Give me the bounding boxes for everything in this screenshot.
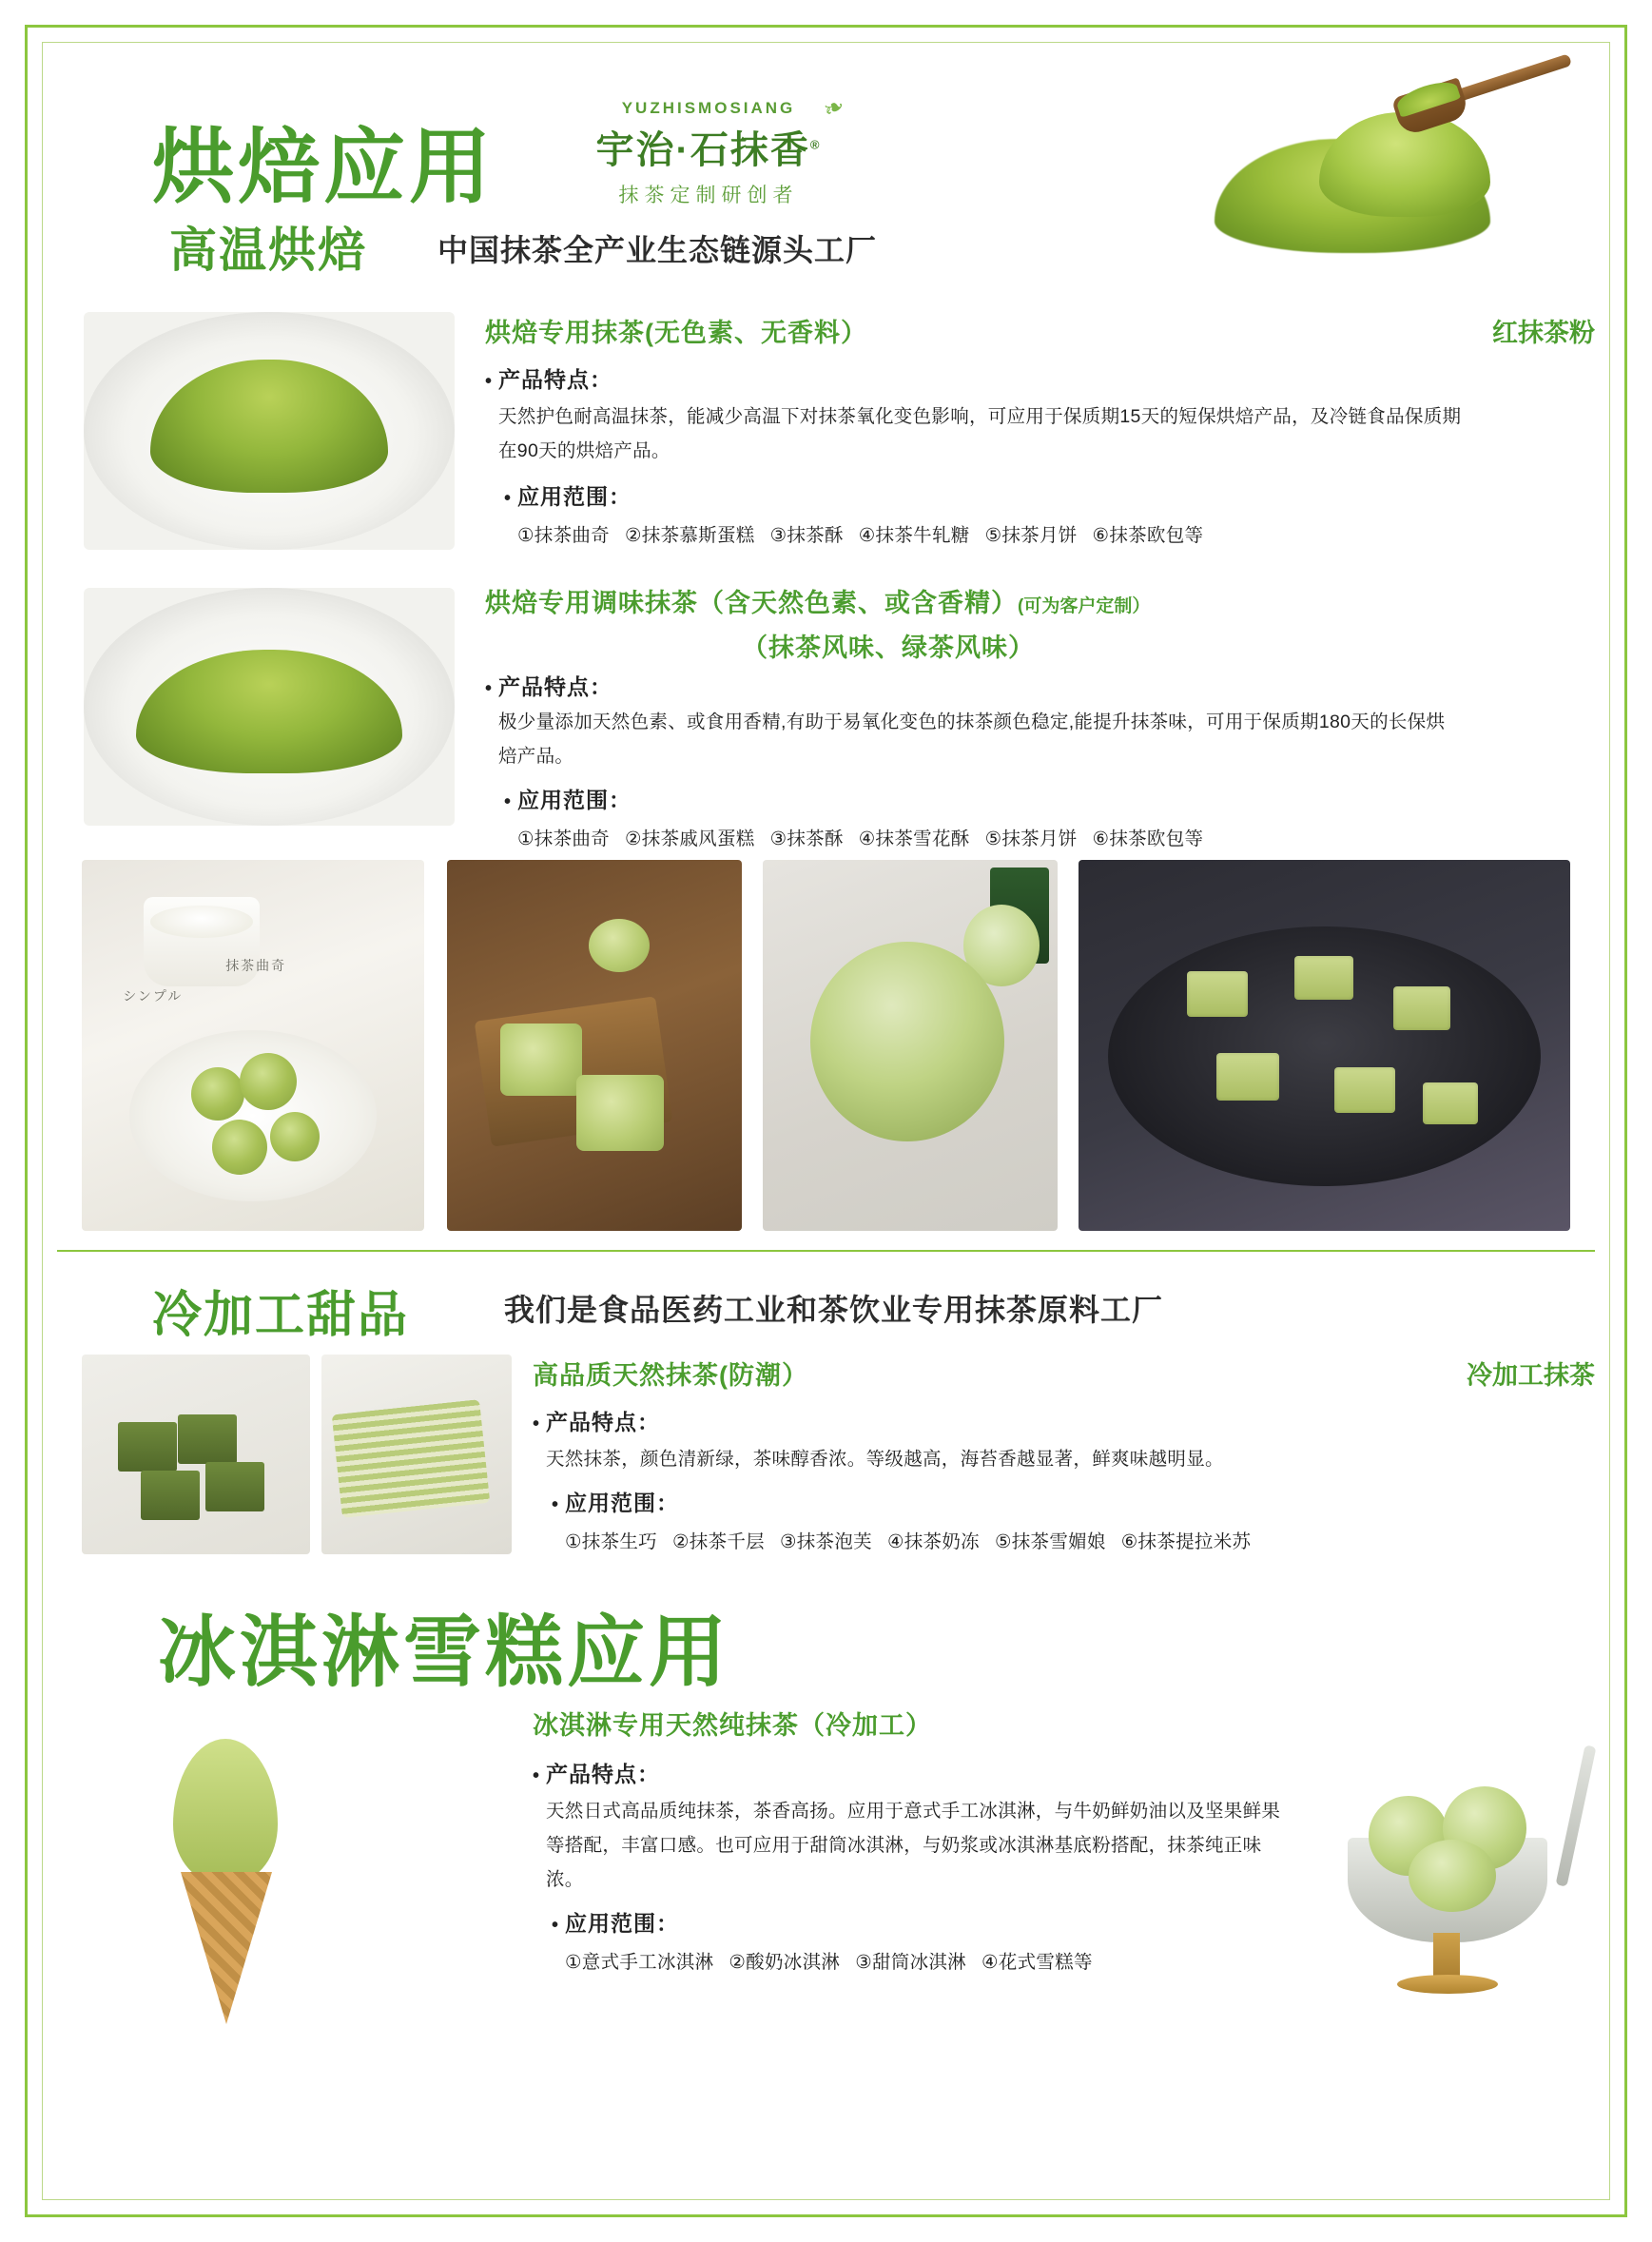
mille-crepe-cake — [332, 1399, 491, 1518]
section2-title-line2: （抹茶风味、绿茶风味） — [742, 634, 1035, 662]
section3-usage-label: • 应用范围： — [533, 1486, 1595, 1517]
soft-serve-swirl — [173, 1739, 278, 1881]
matcha-sundae-photo — [1310, 1752, 1595, 1999]
section3-feature-text: 天然抹茶，颜色清新绿，茶味醇香浓。等级越高，海苔香越显著，鲜爽味越明显。 — [546, 1449, 1224, 1470]
cup-foam — [150, 906, 253, 938]
section1-title-right: 红抹茶粉 — [1492, 319, 1595, 347]
poster-content — [57, 55, 1595, 2187]
brand-cn-text: 宇治·石抹香 — [595, 129, 810, 171]
product-photo-pure-matcha — [84, 312, 455, 550]
cold-photo-chocolate — [82, 1355, 310, 1554]
section3-title-right: 冷加工抹茶 — [1467, 1361, 1595, 1390]
cookie — [270, 1112, 320, 1161]
section2-feature-text: 极少量添加天然色素、或食用香精,有助于易氧化变色的抹茶颜色稳定,能提升抹茶味，可用于保质期180天的长保烘焙产品。 — [498, 712, 1446, 768]
usage-item: ⑤抹茶月饼 — [984, 525, 1078, 547]
usage-item: ②抹茶戚风蛋糕 — [624, 829, 755, 850]
gallery-caption-jp: シンプル — [123, 987, 184, 1004]
section-cold-heading — [57, 1275, 1595, 1341]
product-photo-flavored-matcha — [84, 588, 455, 826]
usage-item: ④抹茶牛轧糖 — [858, 525, 970, 547]
section3-feature-label: • 产品特点： — [533, 1405, 1595, 1436]
usage-item: ③抹茶酥 — [769, 525, 844, 547]
matcha-chocolate — [118, 1422, 177, 1472]
usage-item: ②抹茶千层 — [671, 1531, 765, 1553]
waffle-cone — [181, 1872, 272, 2024]
section1-feature-label: • 产品特点： — [485, 362, 1595, 394]
nougat-cube — [1187, 971, 1248, 1017]
section4-feature-text: 天然日式高品质纯抹茶，茶香高扬。应用于意式手工冰淇淋，与牛奶鲜奶油以及坚果鲜果等搭配，丰富口感。也可应用于甜筒冰淇淋，与奶浆或冰淇淋基底粉搭配，抹茶纯正味浓。 — [546, 1801, 1281, 1891]
header-subtitle: 高温烘焙 — [169, 224, 367, 277]
usage-item: ③抹茶泡芙 — [779, 1531, 872, 1553]
mooncake — [500, 1024, 582, 1096]
gallery-caption-cn: 抹茶曲奇 — [225, 958, 287, 974]
section4-usage-label: • 应用范围： — [533, 1906, 1281, 1938]
brand-logo — [552, 89, 865, 208]
cookie — [212, 1120, 267, 1175]
usage-item: ⑤抹茶雪媚娘 — [994, 1531, 1106, 1553]
usage-item: ⑤抹茶月饼 — [984, 829, 1078, 850]
section4-usage-items — [533, 1947, 1281, 1974]
brand-registered-mark: ® — [809, 137, 822, 152]
usage-item: ④抹茶雪花酥 — [858, 829, 970, 850]
gallery-image-cookies — [82, 860, 424, 1231]
product-gallery — [57, 860, 1595, 1231]
matcha-powder-photo — [1176, 65, 1585, 279]
ice-cream-scoop — [1409, 1840, 1496, 1912]
header — [57, 55, 1595, 302]
section4-feature-label: • 产品特点： — [533, 1757, 1281, 1788]
usage-item: ⑥抹茶欧包等 — [1092, 829, 1204, 850]
usage-item: ③甜筒冰淇淋 — [855, 1952, 966, 1974]
nougat-cube — [1294, 956, 1353, 1000]
nougat-cube — [1216, 1053, 1279, 1101]
page-title: 烘焙应用 — [152, 120, 495, 215]
section-icecream-product — [57, 1705, 1595, 1999]
section1-usage-items — [485, 520, 1595, 547]
nougat-cube — [1423, 1082, 1478, 1124]
section3-title: 高品质天然抹茶(防潮） — [533, 1361, 808, 1390]
cookie — [240, 1053, 297, 1110]
bamboo-scoop-icon — [1383, 41, 1585, 166]
matcha-bowl — [589, 919, 650, 972]
section-divider — [57, 1250, 1595, 1252]
header-subtitle-note: 中国抹茶全产业生态链源头工厂 — [437, 233, 878, 267]
brand-slogan: 抹茶定制研创者 — [618, 185, 799, 206]
brand-en: YUZHISMOSIANG — [621, 99, 796, 117]
usage-item: ⑥抹茶提拉米苏 — [1120, 1531, 1252, 1553]
brand-cn — [596, 120, 822, 174]
nougat-cube — [1393, 986, 1450, 1030]
section2-title-note: (可为客户定制） — [1018, 596, 1151, 616]
usage-item: ④花式雪糕等 — [981, 1952, 1093, 1974]
usage-item: ②酸奶冰淇淋 — [729, 1952, 841, 1974]
usage-item: ①意式手工冰淇淋 — [565, 1952, 714, 1974]
sundae-base — [1397, 1975, 1498, 1994]
section2-title: 烘焙专用调味抹茶（含天然色素、或含香精） — [485, 589, 1018, 617]
leaf-icon: ❧ — [818, 89, 850, 126]
mochi-ball — [810, 942, 1005, 1142]
matcha-chocolate — [205, 1462, 264, 1511]
section-icecream-heading — [57, 1590, 1595, 1705]
section3-usage-items — [533, 1527, 1595, 1553]
usage-item: ④抹茶奶冻 — [886, 1531, 980, 1553]
usage-item: ③抹茶酥 — [769, 829, 844, 850]
usage-item: ②抹茶慕斯蛋糕 — [624, 525, 755, 547]
gallery-image-mochi — [763, 860, 1058, 1231]
section-baking-flavored — [57, 578, 1595, 854]
section2-feature-label: • 产品特点： — [485, 670, 1595, 701]
nougat-cube — [1334, 1067, 1395, 1113]
usage-item: ①抹茶生巧 — [565, 1531, 657, 1553]
spoon-icon — [1556, 1745, 1597, 1886]
section4-title: 冰淇淋专用天然纯抹茶（冷加工） — [533, 1711, 932, 1740]
cold-heading: 冷加工甜品 — [152, 1288, 410, 1343]
usage-item: ①抹茶曲奇 — [517, 829, 610, 850]
section-cold-product — [57, 1355, 1595, 1573]
section-baking-pure — [57, 302, 1595, 578]
gallery-image-mooncakes — [447, 860, 742, 1231]
matcha-chocolate — [141, 1471, 200, 1520]
mooncake — [576, 1075, 664, 1151]
section1-usage-label: • 应用范围： — [485, 479, 1595, 511]
usage-item: ①抹茶曲奇 — [517, 525, 610, 547]
usage-item: ⑥抹茶欧包等 — [1092, 525, 1204, 547]
icecream-heading: 冰淇淋雪糕应用 — [158, 1608, 731, 1698]
section1-feature-text: 天然护色耐高温抹茶，能减少高温下对抹茶氧化变色影响，可应用于保质期15天的短保烘焙产品，及冷链食品保质期在90天的烘焙产品。 — [498, 406, 1462, 462]
cold-heading-note: 我们是食品医药工业和茶饮业专用抹茶原料工厂 — [504, 1293, 1164, 1327]
section1-title: 烘焙专用抹茶(无色素、无香料） — [485, 319, 867, 347]
section2-usage-label: • 应用范围： — [485, 783, 1595, 814]
section2-usage-items — [485, 824, 1595, 850]
soft-serve-cone-photo — [139, 1739, 320, 2024]
cold-photo-mille-crepe — [321, 1355, 512, 1554]
matcha-chocolate — [178, 1414, 237, 1464]
sundae-stem — [1433, 1933, 1460, 1980]
gallery-image-nougat — [1079, 860, 1570, 1231]
